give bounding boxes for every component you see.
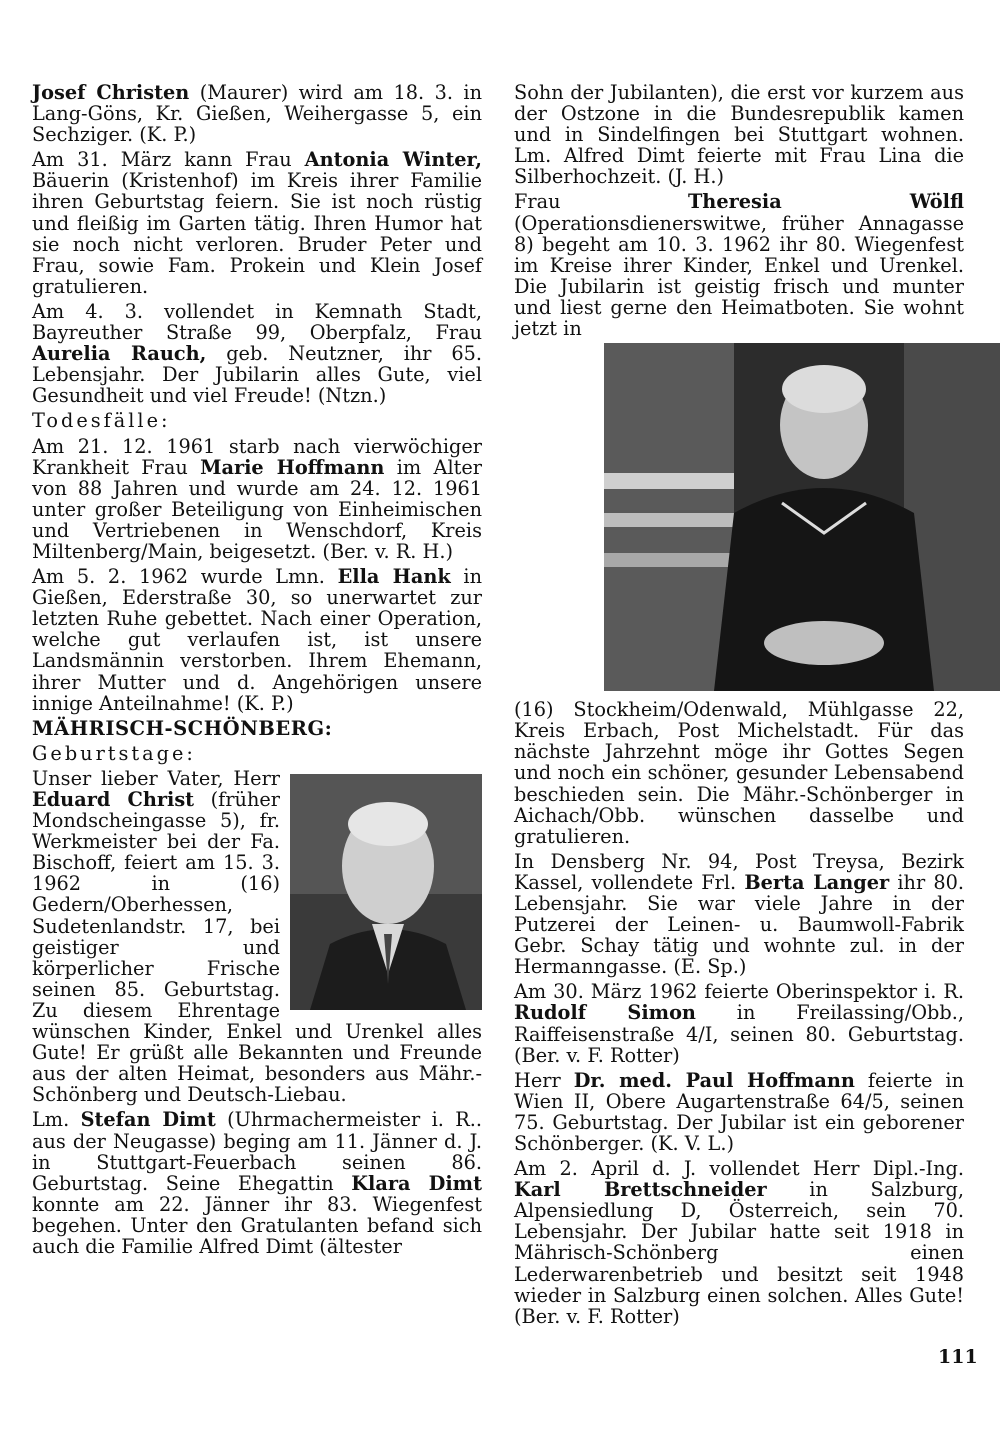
notice-text: feierte in Wien II, Obere Augartenstraße 64/5, seinen 75. Geburtstag. Der Jubilar ist ein geborener Schönberger. (K. V. L.) (514, 1068, 964, 1155)
notice-text: konnte am 22. Jänner ihr 83. Wiegenfest begehen. Unter den Gratulanten befand sich auch die Familie Alfred Dimt (ältester (32, 1192, 482, 1258)
notice-text: (früher Mondscheingasse 5), fr. Werkmeister bei der Fa. Bischoff, feiert am 15. 3. 1962 in (16) Gedern/Oberhessen, Sudetenlandstr. 17, bei geistiger und körperlicher Frische seinen 85. Geburtstag. Zu diesem Ehrentage wünschen Kinder, Enkel und Urenkel alles Gute! Er grüßt alle Bekannten und Freunde aus der alten Heimat, besonders aus Mähr.-Schönberg und Deutsch-Liebau. (32, 788, 482, 1107)
birthday-notice-christ (32, 768, 482, 1106)
left-column (32, 82, 482, 1261)
notice-text: Unser lieber Vater, Herr (32, 766, 280, 790)
person-name: Marie Hoffmann (200, 455, 385, 479)
right-column (514, 82, 964, 1331)
notice-text: Am 21. 12. 1961 starb nach vierwöchiger Krankheit Frau (32, 434, 482, 479)
notice-text: Bäuerin (Kristenhof) im Kreis ihrer Familie ihren Geburtstag feiern. Sie ist noch rüstig und fleißig im Garten tätig. Ihren Humor hat sie noch nicht verloren. Bruder Peter und Frau, sowie Fam. Prokein und Klein Josef gratulieren. (32, 169, 482, 298)
notice-text: In Densberg Nr. 94, Post Treysa, Bezirk Kassel, vollendete Frl. (514, 849, 964, 894)
person-name: Rudolf Simon (514, 1001, 696, 1025)
notice-text: (Maurer) wird am 18. 3. in Lang-Göns, Kr. Gießen, Weihergasse 5, ein Sechziger. (K. P.) (32, 81, 482, 147)
birthday-notice-brettschneider (514, 1158, 964, 1327)
person-name: Eduard Christ (32, 788, 195, 811)
person-name: Dr. med. Paul Hoffmann (573, 1068, 855, 1092)
notice-text: geb. Neutzner, ihr 65. Lebensjahr. Der Jubilarin alles Gute, viel Gesundheit und viel Freude! (Ntzn.) (32, 342, 482, 408)
notice-text: Am 30. März 1962 feierte Oberinspektor i. R. (514, 980, 964, 1004)
notice-text: im Alter von 88 Jahren und wurde am 24. 12. 1961 unter großer Beteiligung von Einheimischen und Vertriebenen in Wenschdorf, Kreis Miltenberg/Main, beigesetzt. (Ber. v. R. H.) (32, 455, 482, 563)
portrait-photo-woman (604, 343, 1000, 691)
section-heading-birthdays: Geburtstage: (32, 741, 196, 765)
person-name: Ella Hank (337, 565, 451, 589)
birthday-notice-simon (514, 981, 964, 1065)
notice-text: Am 4. 3. vollendet in Kemnath Stadt, Bayreuther Straße 99, Oberpfalz, Frau (32, 299, 482, 345)
region-heading: MÄHRISCH-SCHÖNBERG: (32, 716, 333, 740)
person-name: Josef Christen (32, 81, 190, 104)
death-notice-hank (32, 566, 482, 714)
death-notice-hoffmann (32, 436, 482, 563)
birthday-notice-winter (32, 149, 482, 297)
birthday-notice-dimt-cont (514, 82, 964, 187)
person-name: Klara Dimt (351, 1171, 482, 1195)
notice-text: in Gießen, Ederstraße 30, so unerwartet zur letzten Ruhe gebettet. Nach einer Operation, welche gut verlaufen ist, ist unsere Landsmännin verstorben. Ihrem Ehemann, ihrer Mutter und d. Angehörigen unsere innige Anteilnahme! (K. P.) (32, 565, 483, 715)
notice-text: in Freilassing/Obb., Raiffeisenstraße 4/I, seinen 80. Geburtstag. (Ber. v. F. Rotter) (514, 1001, 964, 1067)
person-name: Antonia Winter, (304, 148, 483, 172)
person-name: Stefan Dimt (80, 1108, 216, 1132)
section-heading-deaths: Todesfälle: (32, 409, 171, 433)
birthday-notice-christen (32, 82, 482, 145)
notice-text: (Operationsdienerswitwe, früher Annagasse 8) begeht am 10. 3. 1962 ihr 80. Wiegenfest im Kreise ihrer Kinder, Enkel und Urenkel. Die Jubilarin ist geistig frisch und munter und liest gerne den Heimatboten. Sie wohnt jetzt in (514, 211, 964, 341)
birthday-notice-langer (514, 851, 964, 978)
notice-text: Sohn der Jubilanten), die erst vor kurzem aus der Ostzone in die Bundesrepublik kamen und in Sindelfingen bei Stuttgart wohnen. Lm. Alfred Dimt feierte mit Frau Lina die Silberhochzeit. (J. H.) (514, 81, 964, 189)
notice-text: in Salzburg, Alpensiedlung D, Österreich, sein 70. Lebensjahr. Der Jubilar hatte seit 1918 in Mährisch-Schönberg einen Lederwarenbetrieb und besitzt seit 1948 wieder in Salzburg einen solchen. Alles Gute! (Ber. v. F. Rotter) (514, 1178, 964, 1328)
notice-text: Am 2. April d. J. vollendet Herr Dipl.-Ing. (514, 1157, 964, 1181)
person-name: Berta Langer (744, 870, 890, 894)
notice-text: (16) Stockheim/Odenwald, Mühlgasse 22, Kreis Erbach, Post Michelstadt. Für das nächste Jahrzehnt möge ihr Gottes Segen und noch ein schöner, gesunder Lebensabend beschieden sein. Die Mähr.-Schönberger in Aichach/Obb. wünschen dasselbe und gratulieren. (514, 698, 964, 848)
birthday-notice-woelfl-cont (514, 699, 964, 847)
page-number: 111 (938, 1346, 978, 1368)
notice-text: Herr (514, 1068, 574, 1092)
portrait-man-drawing (290, 774, 482, 1010)
portrait-woman-drawing (604, 343, 1000, 691)
notice-text: Am 5. 2. 1962 wurde Lmn. (32, 565, 338, 589)
notice-text: ihr 80. Lebensjahr. Sie war viele Jahre in der Putzerei der Leinen- u. Baumwoll-Fabrik Gebr. Schay tätig und wohnte zul. in der Hermanngasse. (E. Sp.) (514, 870, 965, 979)
birthday-notice-woelfl (514, 191, 964, 339)
notice-text: Am 31. März kann Frau (32, 148, 305, 172)
portrait-photo-man (290, 774, 482, 1010)
notice-text: Lm. (32, 1108, 81, 1132)
notice-text: Frau (514, 190, 688, 214)
person-name: Karl Brettschneider (514, 1178, 767, 1202)
birthday-notice-rauch (32, 301, 482, 406)
person-name: Aurelia Rauch, (32, 342, 207, 366)
birthday-notice-paul-hoffmann (514, 1070, 964, 1154)
birthday-notice-dimt (32, 1109, 482, 1257)
person-name: Theresia Wölfl (687, 190, 964, 214)
notice-text: (Uhrmachermeister i. R.. aus der Neugasse) beging am 11. Jänner d. J. in Stuttgart-Feuerbach seinen 86. Geburtstag. Seine Ehegattin (32, 1108, 482, 1195)
